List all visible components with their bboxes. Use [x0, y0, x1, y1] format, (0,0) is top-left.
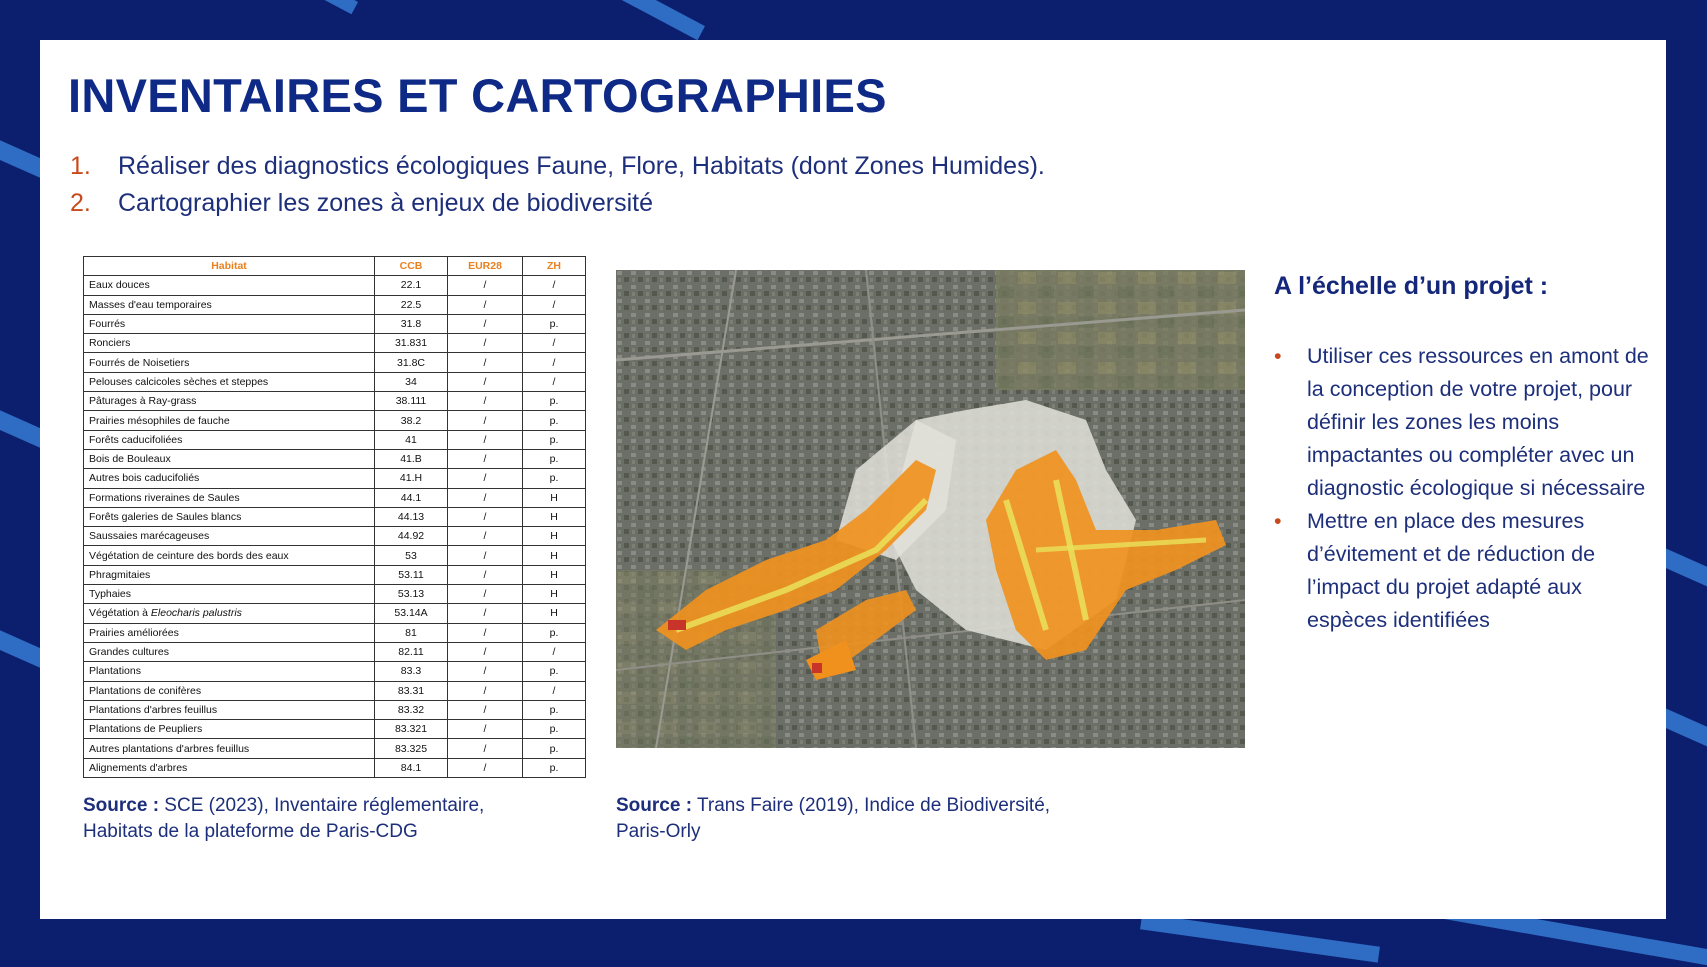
- table-cell: 81: [375, 623, 448, 642]
- table-cell: 38.2: [375, 411, 448, 430]
- background-stripe: [1659, 709, 1707, 750]
- table-cell: 83.325: [375, 739, 448, 758]
- habitat-name-cell: Forêts galeries de Saules blancs: [84, 507, 375, 526]
- table-cell: 22.5: [375, 295, 448, 314]
- objective-text: Réaliser des diagnostics écologiques Faune, Flore, Habitats (dont Zones Humides).: [118, 152, 1045, 180]
- habitat-name-cell: Végétation de ceinture des bords des eaux: [84, 546, 375, 565]
- table-cell: 53: [375, 546, 448, 565]
- objectives-list: [70, 148, 1045, 222]
- table-cell: 53.11: [375, 565, 448, 584]
- objective-number: 1.: [70, 152, 91, 180]
- table-cell: 53.13: [375, 585, 448, 604]
- source-label: Source :: [616, 795, 693, 816]
- table-cell: p.: [523, 700, 586, 719]
- background-stripe: [272, 0, 358, 14]
- sidebar-bullet: [1274, 340, 1654, 505]
- table-cell: /: [448, 411, 523, 430]
- species-name: Eleocharis palustris: [150, 607, 242, 620]
- table-cell: H: [523, 527, 586, 546]
- background-stripe: [565, 0, 705, 40]
- table-cell: H: [523, 585, 586, 604]
- table-row: [84, 314, 586, 333]
- table-cell: /: [448, 700, 523, 719]
- table-cell: 38.111: [375, 392, 448, 411]
- habitat-table: [83, 256, 586, 778]
- table-cell: /: [448, 642, 523, 661]
- sidebar-bullet-list: [1274, 340, 1654, 637]
- habitat-name-cell: Plantations d'arbres feuillus: [84, 700, 375, 719]
- table-cell: /: [448, 720, 523, 739]
- table-cell: p.: [523, 430, 586, 449]
- table-cell: 83.3: [375, 662, 448, 681]
- table-row: [84, 700, 586, 719]
- table-row: [84, 604, 586, 623]
- source-label: Source :: [83, 795, 160, 816]
- table-cell: 84.1: [375, 758, 448, 777]
- table-cell: p.: [523, 720, 586, 739]
- habitat-name-cell: Saussaies marécageuses: [84, 527, 375, 546]
- source-text: Paris-Orly: [616, 821, 701, 842]
- habitat-name-cell: Bois de Bouleaux: [84, 449, 375, 468]
- table-cell: /: [523, 353, 586, 372]
- table-row: [84, 488, 586, 507]
- table-row: [84, 565, 586, 584]
- table-row: [84, 430, 586, 449]
- table-cell: p.: [523, 739, 586, 758]
- habitat-name-cell: Eaux douces: [84, 276, 375, 295]
- biodiversity-map-image: [616, 270, 1245, 748]
- table-row: [84, 527, 586, 546]
- biodiversity-map: [616, 270, 1245, 748]
- table-cell: /: [523, 681, 586, 700]
- table-cell: 34: [375, 372, 448, 391]
- table-cell: /: [448, 507, 523, 526]
- table-cell: 41.B: [375, 449, 448, 468]
- table-row: [84, 411, 586, 430]
- background-stripe: [1140, 913, 1380, 962]
- habitat-name-cell: Plantations: [84, 662, 375, 681]
- column-header: CCB: [375, 257, 448, 276]
- habitat-name-cell: Ronciers: [84, 334, 375, 353]
- table-cell: /: [448, 604, 523, 623]
- bullet-icon: •: [1274, 344, 1282, 368]
- table-cell: /: [448, 623, 523, 642]
- habitat-name-cell: Végétation à Eleocharis palustris: [84, 604, 375, 623]
- background-stripe: [1659, 549, 1707, 590]
- habitat-name-cell: Grandes cultures: [84, 642, 375, 661]
- habitat-name-cell: Pelouses calcicoles sèches et steppes: [84, 372, 375, 391]
- table-cell: 82.11: [375, 642, 448, 661]
- table-header-row: [84, 257, 586, 276]
- table-cell: /: [448, 662, 523, 681]
- table-cell: 41: [375, 430, 448, 449]
- habitat-name-cell: Autres bois caducifoliés: [84, 469, 375, 488]
- table-cell: p.: [523, 411, 586, 430]
- habitat-name-cell: Prairies mésophiles de fauche: [84, 411, 375, 430]
- table-cell: 41.H: [375, 469, 448, 488]
- table-cell: /: [448, 758, 523, 777]
- table-cell: p.: [523, 623, 586, 642]
- objective-item: [70, 185, 1045, 222]
- objective-item: [70, 148, 1045, 185]
- table-cell: H: [523, 546, 586, 565]
- table-row: [84, 720, 586, 739]
- table-cell: 44.13: [375, 507, 448, 526]
- table-cell: /: [448, 314, 523, 333]
- table-cell: 44.1: [375, 488, 448, 507]
- table-row: [84, 681, 586, 700]
- habitat-name-cell: Fourrés: [84, 314, 375, 333]
- table-cell: 83.31: [375, 681, 448, 700]
- table-cell: 83.32: [375, 700, 448, 719]
- table-cell: p.: [523, 662, 586, 681]
- table-cell: /: [523, 295, 586, 314]
- slide-panel: [40, 40, 1666, 919]
- table-cell: /: [448, 295, 523, 314]
- table-cell: /: [523, 372, 586, 391]
- habitat-name-cell: Phragmitaies: [84, 565, 375, 584]
- table-row: [84, 353, 586, 372]
- table-row: [84, 334, 586, 353]
- table-cell: 31.831: [375, 334, 448, 353]
- table-cell: 31.8: [375, 314, 448, 333]
- table-row: [84, 392, 586, 411]
- table-cell: /: [448, 739, 523, 758]
- bullet-icon: •: [1274, 509, 1282, 533]
- habitat-name-cell: Fourrés de Noisetiers: [84, 353, 375, 372]
- table-cell: p.: [523, 314, 586, 333]
- habitat-name-cell: Plantations de conifères: [84, 681, 375, 700]
- table-cell: H: [523, 488, 586, 507]
- sidebar-heading: A l’échelle d’un projet :: [1274, 272, 1549, 300]
- table-cell: /: [448, 585, 523, 604]
- table-cell: H: [523, 604, 586, 623]
- column-header: Habitat: [84, 257, 375, 276]
- habitat-name-cell: Forêts caducifoliées: [84, 430, 375, 449]
- column-header: EUR28: [448, 257, 523, 276]
- table-body: [84, 276, 586, 778]
- table-row: [84, 469, 586, 488]
- table-cell: /: [448, 334, 523, 353]
- sidebar-bullet-text: Mettre en place des mesures d’évitement et de réduction de l’impact du projet adapté aux espèces identifiées: [1307, 509, 1596, 632]
- table-row: [84, 507, 586, 526]
- table-cell: /: [448, 469, 523, 488]
- table-cell: /: [448, 353, 523, 372]
- table-cell: /: [523, 276, 586, 295]
- table-cell: p.: [523, 392, 586, 411]
- source-text: SCE (2023), Inventaire réglementaire,: [159, 795, 485, 816]
- table-cell: p.: [523, 449, 586, 468]
- table-row: [84, 585, 586, 604]
- table-cell: 22.1: [375, 276, 448, 295]
- objective-text: Cartographier les zones à enjeux de biodiversité: [118, 189, 654, 217]
- table-cell: p.: [523, 469, 586, 488]
- table-row: [84, 662, 586, 681]
- habitat-name-cell: Plantations de Peupliers: [84, 720, 375, 739]
- habitat-name-cell: Masses d'eau temporaires: [84, 295, 375, 314]
- table-cell: p.: [523, 758, 586, 777]
- table-row: [84, 449, 586, 468]
- table-row: [84, 623, 586, 642]
- table-cell: 53.14A: [375, 604, 448, 623]
- table-cell: 83.321: [375, 720, 448, 739]
- table-cell: /: [448, 546, 523, 565]
- table-cell: /: [448, 565, 523, 584]
- table-row: [84, 372, 586, 391]
- table-row: [84, 276, 586, 295]
- table-row: [84, 739, 586, 758]
- source-text: Trans Faire (2019), Indice de Biodiversité,: [692, 795, 1051, 816]
- habitat-name-cell: Alignements d'arbres: [84, 758, 375, 777]
- table-cell: /: [448, 430, 523, 449]
- objective-number: 2.: [70, 189, 91, 217]
- table-cell: /: [523, 334, 586, 353]
- table-cell: /: [448, 392, 523, 411]
- table-row: [84, 295, 586, 314]
- table-cell: /: [448, 372, 523, 391]
- table-cell: H: [523, 565, 586, 584]
- table-cell: H: [523, 507, 586, 526]
- column-header: ZH: [523, 257, 586, 276]
- habitat-name-cell: Typhaies: [84, 585, 375, 604]
- table-cell: /: [523, 642, 586, 661]
- table-row: [84, 758, 586, 777]
- table-cell: 31.8C: [375, 353, 448, 372]
- table-cell: /: [448, 488, 523, 507]
- table-cell: /: [448, 527, 523, 546]
- sidebar-bullet-text: Utiliser ces ressources en amont de la conception de votre projet, pour définir les zones les moins impactantes ou compléter avec un diagnostic écologique si nécessaire: [1307, 344, 1649, 500]
- page-title: INVENTAIRES ET CARTOGRAPHIES: [68, 69, 887, 122]
- table-cell: /: [448, 681, 523, 700]
- habitat-name-cell: Pâturages à Ray-grass: [84, 392, 375, 411]
- map-source-caption: [616, 793, 1050, 845]
- habitat-name-cell: Prairies améliorées: [84, 623, 375, 642]
- sidebar-bullet: [1274, 505, 1654, 637]
- habitat-name-cell: Autres plantations d'arbres feuillus: [84, 739, 375, 758]
- table-row: [84, 546, 586, 565]
- table-cell: /: [448, 449, 523, 468]
- habitat-name-cell: Formations riveraines de Saules: [84, 488, 375, 507]
- source-text: Habitats de la plateforme de Paris-CDG: [83, 821, 418, 842]
- table-cell: /: [448, 276, 523, 295]
- table-row: [84, 642, 586, 661]
- table-cell: 44.92: [375, 527, 448, 546]
- table-source-caption: [83, 793, 484, 845]
